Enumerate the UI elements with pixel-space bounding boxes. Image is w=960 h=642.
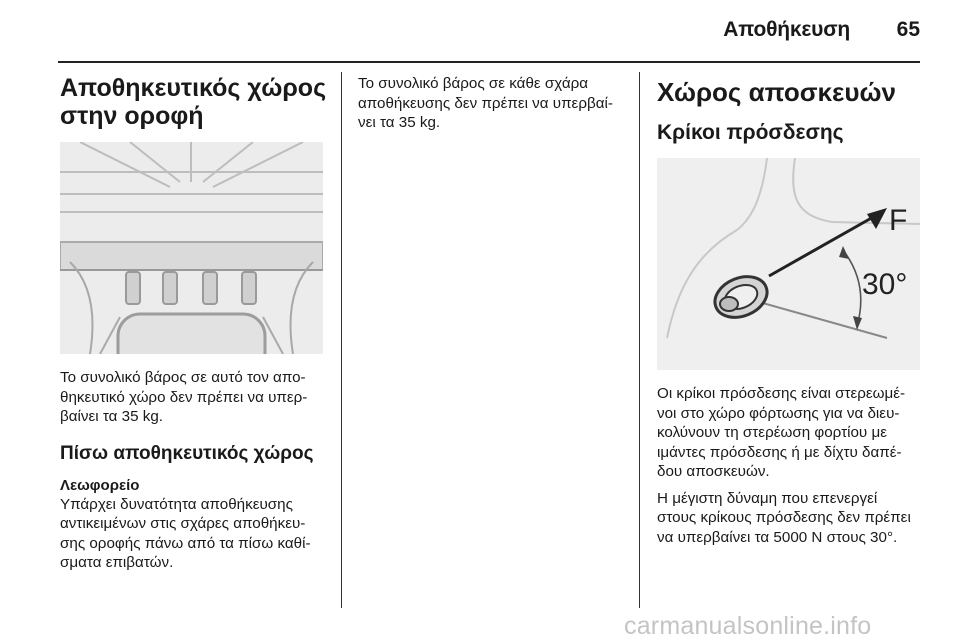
paragraph-line: Υπάρχει δυνατότητα αποθήκευσης [60,495,293,513]
paragraph-line: Το συνολικό βάρος σε αυτό τον απο- [60,369,306,386]
paragraph-line: δου αποσκευών. [657,463,770,480]
paragraph-line: Οι κρίκοι πρόσδεσης είναι στερεωμέ- [657,385,906,402]
page-header-title: Αποθήκευση [723,18,850,41]
subheading-lashing-eyes: Κρίκοι πρόσδεσης [657,121,844,144]
paragraph-line: ιμάντες πρόσδεσης ή με δίχτυ δαπέ- [657,443,902,461]
section-heading-roof-storage [60,74,330,130]
subheading-rear-storage: Πίσω αποθηκευτικός χώρος [60,442,314,464]
paragraph-line: Το συνολικό βάρος σε κάθε σχάρα [358,75,589,92]
roof-storage-illustration [60,142,323,354]
paragraph-line: να υπερβαίνει τα 5000 N στους 30°. [657,528,898,546]
paragraph-line: στους κρίκους πρόσδεσης δεν πρέπει [657,509,911,526]
heading-line: στην οροφή [60,102,204,130]
force-label: F [889,204,908,237]
watermark-text: carmanualsonline.info [624,612,872,640]
paragraph-line: νει τα 35 kg. [358,114,441,131]
paragraph-line: αντικειμένων στις σχάρες αποθήκευ- [60,515,306,532]
column-2 [358,74,628,133]
header-divider [58,61,920,63]
heading-line: Αποθηκευτικός χώρος [60,74,327,102]
paragraph-line: θηκευτικό χώρο δεν πρέπει να υπερ- [60,388,308,406]
roof-storage-text [60,368,330,427]
column-3 [657,78,927,547]
page-number: 65 [896,18,920,41]
lashing-eye-illustration [657,158,920,370]
paragraph-line: κολύνουν τη στερέωση φορτίου με [657,424,887,441]
minor-heading-bus: Λεωφορείο [60,476,140,494]
paragraph-line: Η μέγιστη δύναμη που επενεργεί [657,489,878,507]
paragraph-line: αποθήκευσης δεν πρέπει να υπερβαί- [358,94,613,112]
paragraph-line: σματα επιβατών. [60,554,174,571]
paragraph-line: νοι στο χώρο φόρτωσης για να διευ- [657,404,900,422]
section-heading-cargo-area: Χώρος αποσκευών [657,77,896,107]
column-divider-1 [341,72,342,608]
column-divider-2 [639,72,640,608]
max-force-text [657,489,927,548]
rear-storage-text [60,495,330,573]
paragraph-line: σης οροφής πάνω από τα πίσω καθί- [60,534,311,552]
column-1 [60,74,330,573]
paragraph-line: βαίνει τα 35 kg. [60,408,164,425]
lashing-eyes-text [657,384,927,482]
angle-label: 30° [862,268,908,301]
